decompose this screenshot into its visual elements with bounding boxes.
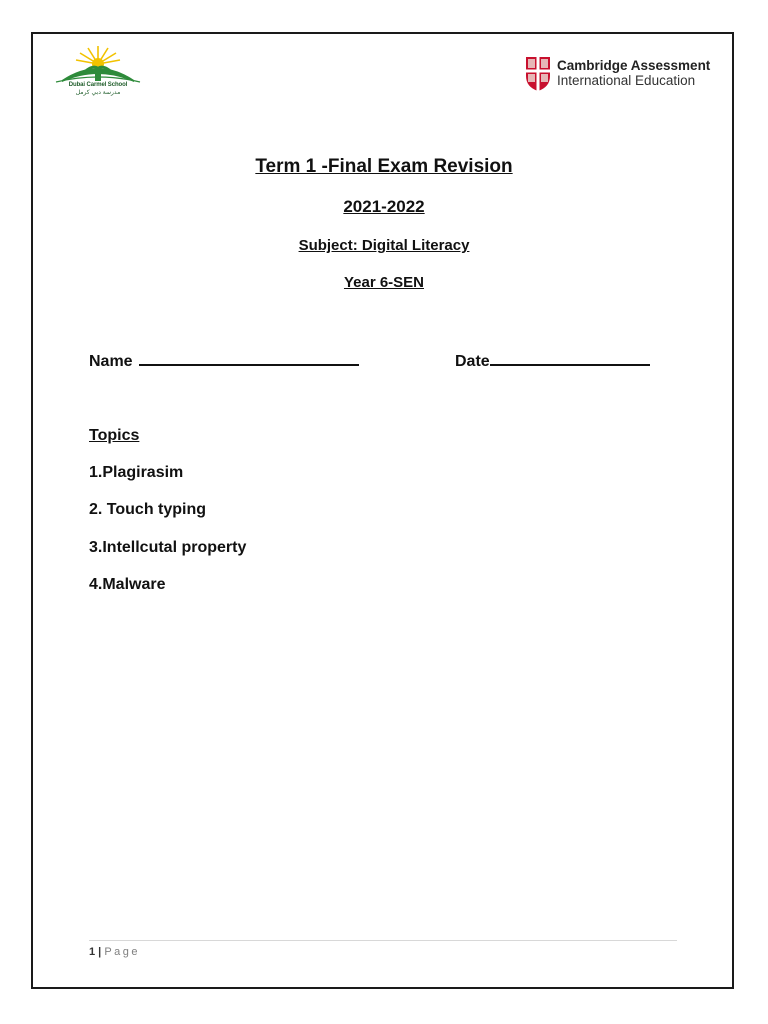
topics-heading: Topics: [89, 427, 140, 444]
school-name-arabic: مدرسة دبي كرمل: [75, 89, 121, 96]
topic-item: 2. Touch typing: [89, 501, 207, 518]
date-label: Date: [455, 353, 490, 370]
year-group: Year 6-SEN: [343, 274, 425, 291]
cambridge-crest-icon: [525, 56, 551, 92]
school-name-english: Dubai Carmel School: [68, 82, 128, 88]
name-field[interactable]: [89, 350, 359, 371]
cambridge-logo: [525, 56, 710, 92]
subject-line: Subject: Digital Literacy: [298, 237, 470, 254]
footer-separator: |: [95, 946, 105, 958]
page-footer: [89, 946, 140, 958]
date-blank-line[interactable]: [490, 350, 650, 366]
academic-year: 2021-2022: [343, 197, 425, 216]
name-label: Name: [89, 353, 133, 370]
topic-item: 1.Plagirasim: [89, 464, 184, 481]
cambridge-name: Cambridge Assessment: [557, 58, 711, 73]
topic-item: 3.Intellcutal property: [89, 539, 247, 556]
page-word: Page: [104, 946, 141, 958]
document-title: Term 1 -Final Exam Revision: [255, 156, 513, 177]
date-field[interactable]: [455, 350, 650, 371]
topic-item: 4.Malware: [89, 576, 166, 593]
name-blank-line[interactable]: [139, 350, 359, 366]
page-number: 1: [89, 946, 96, 958]
footer-divider: [89, 940, 677, 941]
cambridge-subtitle: International Education: [557, 73, 696, 88]
